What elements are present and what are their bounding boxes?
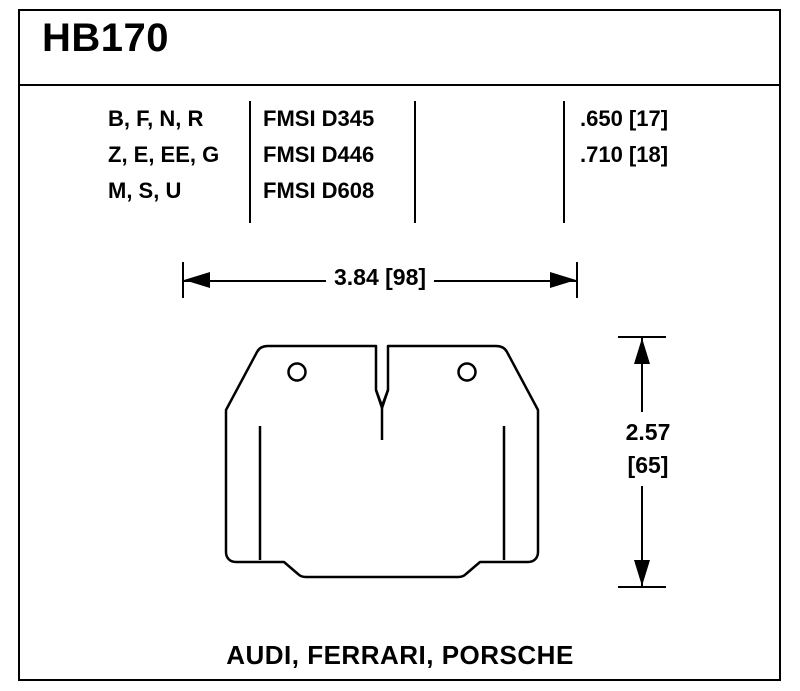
thickness-column [580,101,710,173]
fmsi-column [263,101,408,209]
compound-column [108,101,243,209]
arrowhead-right-icon [550,272,576,288]
header-divider [20,84,779,86]
fmsi-row: FMSI D345 [263,106,375,131]
compound-row: Z, E, EE, G [108,142,220,167]
thickness-row: .710 [18] [580,142,669,167]
compound-row: B, F, N, R [108,106,204,131]
arrowhead-down-icon [634,560,650,586]
table-divider-3 [563,101,565,223]
spec-table [108,101,708,223]
extension-line-right [576,262,578,298]
height-dimension-label-mm: [65] [627,452,669,478]
extension-line-bottom [618,586,666,588]
height-dimension-label-inches: 2.57 [625,419,671,445]
mounting-hole-left [289,364,306,381]
arrowhead-left-icon [184,272,210,288]
width-dimension-label: 3.84 [98] [326,262,434,292]
table-divider-1 [249,101,251,223]
width-dimension [182,262,578,298]
height-dimension [612,336,684,588]
arrowhead-up-icon [634,338,650,364]
mounting-hole-right [459,364,476,381]
pad-body-outline [226,346,538,577]
vehicle-applications: AUDI, FERRARI, PORSCHE [226,640,574,670]
height-dimension-label [612,412,684,486]
thickness-row: .650 [17] [580,106,669,131]
compound-row: M, S, U [108,178,182,203]
part-number: HB170 [42,16,170,60]
fmsi-row: FMSI D446 [263,142,375,167]
fmsi-row: FMSI D608 [263,178,375,203]
table-divider-2 [414,101,416,223]
brake-pad-outline-drawing [180,330,584,594]
